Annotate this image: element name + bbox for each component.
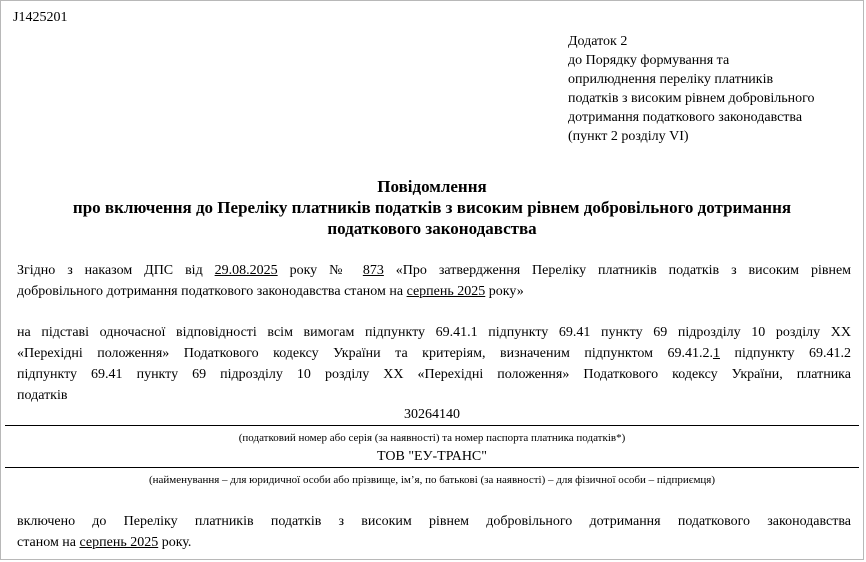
conclusion-text: станом на: [17, 535, 77, 550]
document-title: [1, 176, 863, 239]
conclusion-paragraph: [17, 511, 851, 553]
basis-text: підпункту 69.41.2: [734, 346, 852, 361]
basis-paragraph: [17, 322, 851, 406]
conclusion-period: серпень 2025: [79, 535, 159, 550]
order-line-2: [17, 281, 851, 302]
conclusion-line-2: [17, 532, 851, 553]
tax-number-caption: (податковий номер або серія (за наявності) та номер паспорта платника податків*): [238, 432, 626, 444]
order-text: «Про затвердження Переліку платників податків з високим рівнем: [395, 263, 852, 278]
tax-number-value: 30264140: [404, 407, 460, 422]
taxpayer-name-underline: [5, 467, 859, 468]
appendix-line: (пункт 2 розділу VI): [568, 129, 689, 144]
basis-line-1: на підставі одночасної відповідності всім вимогам підпункту 69.41.1 підпункту 69.41 пункту 69 підрозділу 10 розділу XX: [17, 325, 851, 340]
appendix-note: [568, 32, 858, 146]
title-line: податкового законодавства: [327, 219, 537, 238]
order-date: 29.08.2025: [214, 263, 278, 278]
appendix-line: дотримання податкового законодавства: [568, 110, 803, 125]
basis-text: «Перехідні положення» Податкового кодексу України та критеріям, визначеним підпунктом 69.41.2.: [17, 346, 713, 361]
basis-subpoint: 1: [712, 346, 720, 361]
appendix-line: оприлюднення переліку платників: [568, 72, 774, 87]
order-paragraph: [17, 260, 851, 302]
taxpayer-name-value: ТОВ "ЕУ-ТРАНС": [377, 449, 487, 464]
order-text: Згідно з наказом ДПС від: [17, 263, 203, 278]
appendix-line: податків з високим рівнем добровільного: [568, 91, 815, 106]
basis-line-3: підпункту 69.41 пункту 69 підрозділу 10 розділу XX «Перехідні положення» Податкового кодексу України, платника: [17, 367, 851, 382]
order-number: 873: [362, 263, 384, 278]
basis-line-4: податків: [17, 388, 68, 403]
order-text: року»: [488, 284, 524, 299]
order-line-1: [17, 260, 851, 281]
order-period: серпень 2025: [406, 284, 486, 299]
appendix-line: до Порядку формування та: [568, 53, 730, 68]
order-text: добровільного дотримання податкового законодавства станом на: [17, 284, 404, 299]
order-text: року №: [289, 263, 351, 278]
title-line: Повідомлення: [377, 177, 487, 196]
basis-line-2: [17, 343, 851, 364]
form-code: J1425201: [13, 10, 68, 25]
taxpayer-name-caption: (найменування – для юридичної особи або прізвище, ім’я, по батькові (за наявності) – для фізичної особи – підприємця): [148, 474, 716, 486]
title-line: про включення до Переліку платників податків з високим рівнем добровільного дотримання: [72, 198, 792, 217]
appendix-line: Додаток 2: [568, 34, 628, 49]
tax-number-underline: [5, 425, 859, 426]
conclusion-text: року.: [161, 535, 192, 550]
conclusion-line-1: включено до Переліку платників податків з високим рівнем добровільного дотримання податкового законодавства: [17, 514, 851, 529]
